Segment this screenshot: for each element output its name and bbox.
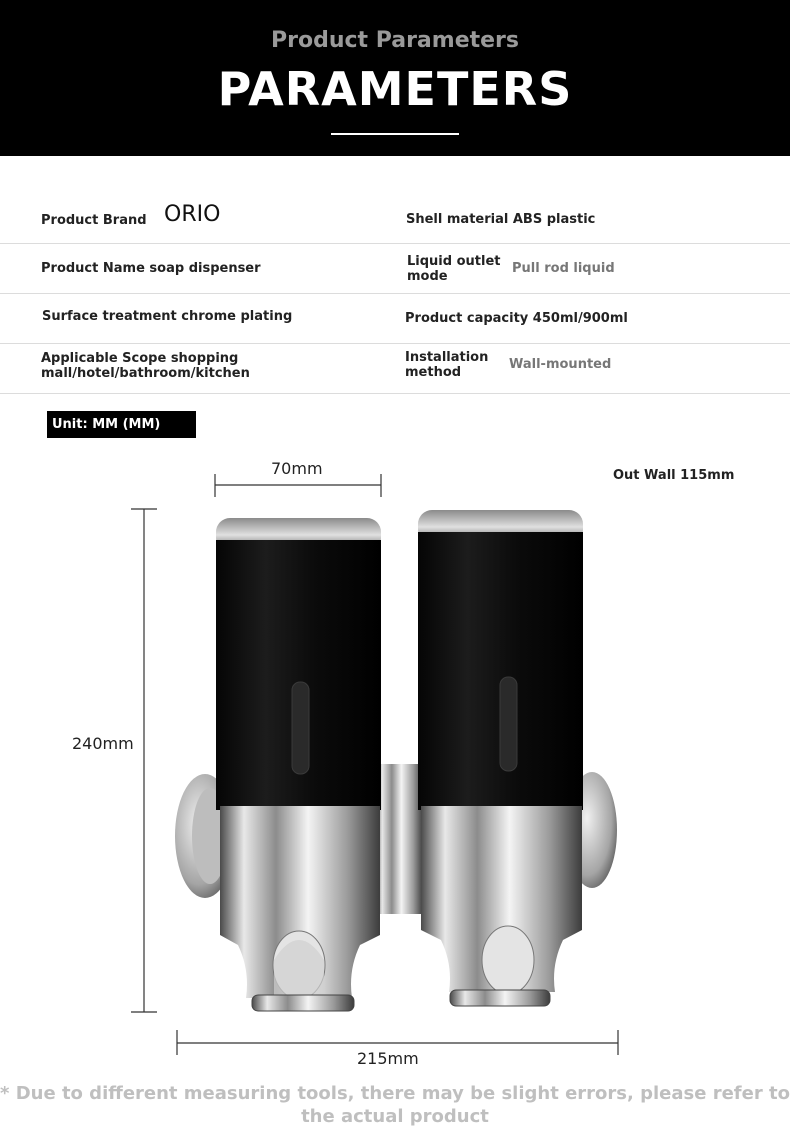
surface-treatment: Surface treatment chrome plating <box>42 309 293 324</box>
product-name: Product Name soap dispenser <box>41 261 261 276</box>
install-value: Wall-mounted <box>509 357 612 372</box>
dispenser-left <box>216 518 381 1011</box>
dimension-width-total: 215mm <box>357 1049 419 1068</box>
unit-label: Unit: MM (MM) <box>47 411 196 438</box>
center-bracket <box>375 764 423 914</box>
outlet-label: Liquid outlet mode <box>407 254 501 284</box>
product-capacity: Product capacity 450ml/900ml <box>405 311 628 326</box>
brand-label: Product Brand <box>41 213 147 228</box>
shell-material: Shell material ABS plastic <box>406 212 596 227</box>
dimension-height-label: 240mm <box>72 734 134 753</box>
dimension-height <box>131 509 157 1012</box>
measurement-note: * Due to different measuring tools, there may be slight errors, please refer to the actual product <box>0 1083 790 1127</box>
dimension-width-top: 70mm <box>271 459 323 478</box>
out-wall-label: Out Wall 115mm <box>613 468 735 483</box>
dispenser-right <box>418 510 583 1006</box>
install-label: Installation method <box>405 350 489 380</box>
header-title: PARAMETERS <box>217 62 573 116</box>
outlet-value: Pull rod liquid <box>512 261 615 276</box>
brand-value: ORIO <box>164 202 221 227</box>
applicable-scope: Applicable Scope shopping mall/hotel/bathroom/kitchen <box>41 351 250 381</box>
header-subtitle: Product Parameters <box>270 28 519 53</box>
